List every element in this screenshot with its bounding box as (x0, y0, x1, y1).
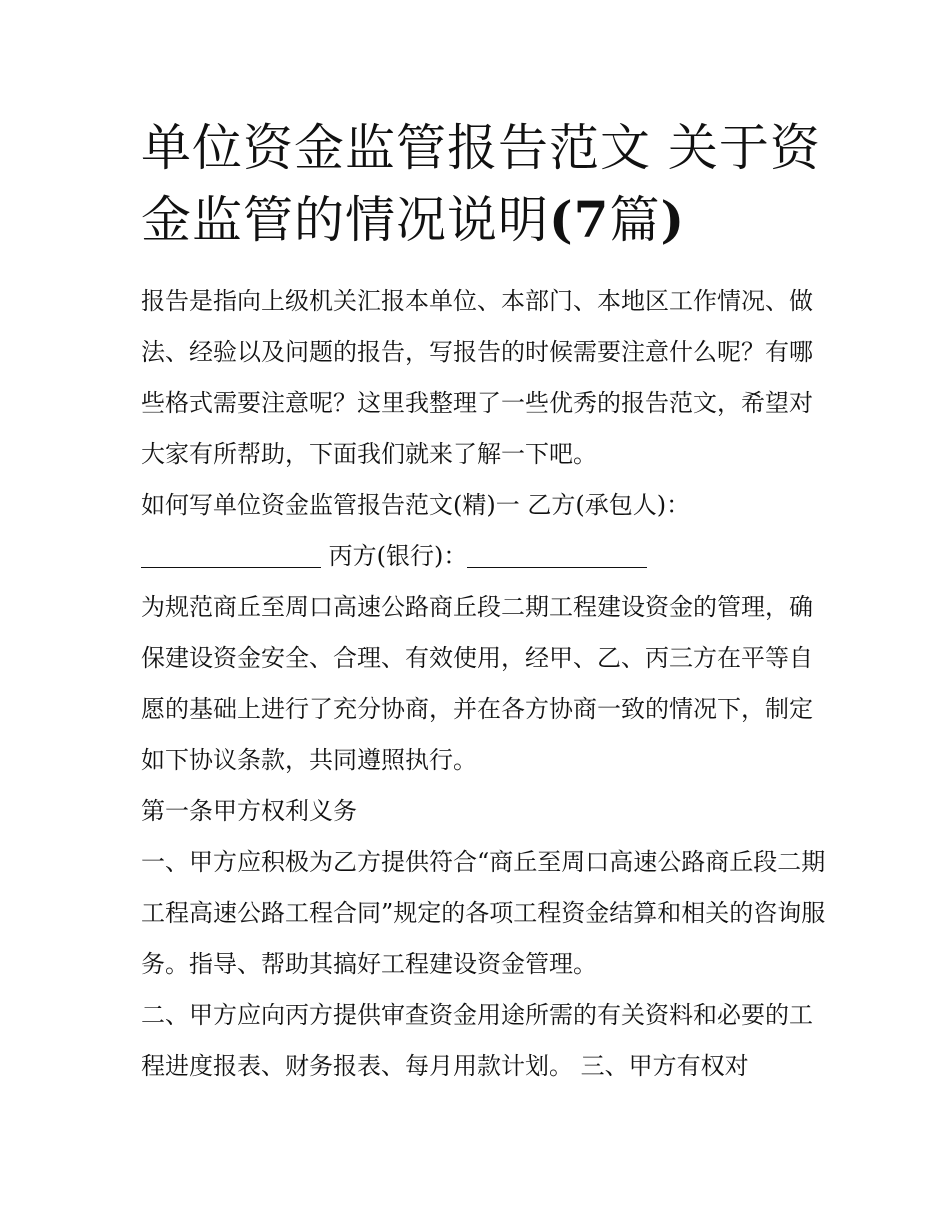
clause-2-paragraph: 二、甲方应向丙方提供审查资金用途所需的有关资料和必要的工程进度报表、财务报表、每月用款计划。 三、甲方有权对 (141, 1001, 813, 1080)
title-line-2: 金监管的情况说明 (141, 191, 549, 249)
title-count-close: ) (660, 190, 686, 249)
document-title (141, 112, 831, 256)
blank-line-party-b (141, 543, 321, 568)
purpose-paragraph: 为规范商丘至周口高速公路商丘段二期工程建设资金的管理，确保建设资金安全、合理、有效使用，经甲、乙、丙三方在平等自愿的基础上进行了充分协商，并在各方协商一致的情况下，制定如下协议条款，共同遵照执行。 (141, 593, 813, 774)
party-c-label: 丙方(银行)： (321, 542, 468, 570)
title-count-open: (7 (549, 190, 610, 249)
blank-line-party-c (467, 543, 647, 568)
clause-1-paragraph: 一、甲方应积极为乙方提供符合“商丘至周口高速公路商丘段二期工程高速公路工程合同”规定的各项工程资金结算和相关的咨询服务。指导、帮助其搞好工程建设资金管理。 (141, 848, 826, 978)
article-1-heading: 第一条甲方权利义务 (141, 797, 357, 825)
intro-paragraph: 报告是指向上级机关汇报本单位、本部门、本地区工作情况、做法、经验以及问题的报告，写报告的时候需要注意什么呢？有哪些格式需要注意呢？这里我整理了一些优秀的报告范文，希望对大家有所帮助，下面我们就来了解一下吧。 (141, 287, 813, 468)
title-count-unit: 篇 (609, 191, 661, 249)
party-fill-line (141, 531, 831, 582)
document-page (141, 112, 831, 1092)
title-line-1: 单位资金监管报告范文 关于资 (141, 119, 821, 177)
section-heading: 如何写单位资金监管报告范文(精)一 乙方(承包人)： (141, 491, 691, 519)
